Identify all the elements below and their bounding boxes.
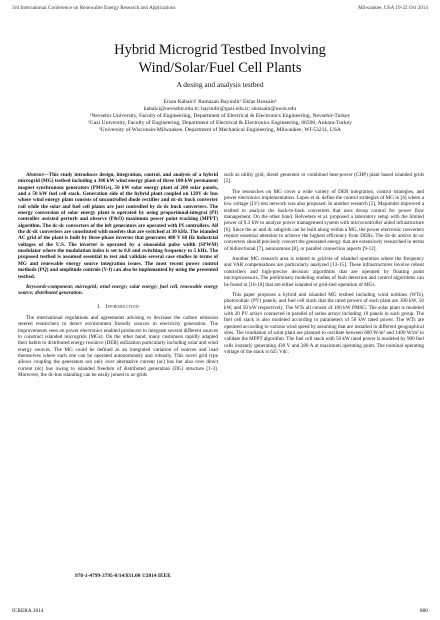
affiliation-2: ²Gazi University, Faculty of Engineering, Department of Electrical & Electronics Engineering, 06500, Ankara-Turkey [88,120,352,126]
abstract-text: —This study introduces design, integration, control, and analysis of a hybrid microgrid (MG) testbed including a 300 kW wind energy plant of three 100-kW permanent magnet synchronous generators (PMSGs), 50 kW solar energy plant of 200 solar panels, and a 50 kW fuel cell stack. Generation side of the hybrid plant coupled on 120V dc bus where wind energy plant consists of uncontrolled diode rectifier and dc-dc buck converter rail while the solar and fuel cell plants are just controlled by dc-dc buck converters. The energy conversion of solar energy plant is operated by using proportional-integral (PI) controller assisted perturb and observe (P&O) maximum power point tracking (MPPT) algorithm. The dc-dc converters of the left generators are operated with PI controllers. All the dc-dc converters are constituted with mosfets that are switched at 30 kHz. The islanded AC grid of the plant is built by three-phase inverter that generates 480 V 60 Hz industrial voltages of the U.S. The inverter is operated by a sinusoidal pulse width (SPWM) modulator where the modulation index is set to 0.8 and switching frequency to 5 kHz. The proposed testbed is assumed essential to test and validate several case studies in terms of MG and renewable energy source integration issues. The most recent power control methods (PQ) and amplitude controls (V-f) can also be implemented by using the presented testbed. [18,172,218,280]
page-number: 880 [419,608,428,614]
section-heading-introduction [18,304,218,310]
author-block [0,99,440,134]
right-paragraph-4: This paper proposes a hybrid and islanded MG testbed including wind turbines (WTs), photovoltaic (PV) panels, and fuel cell stack that the rated powers of each plant are 300 kW, 50 kW, and 50 kW respectively. The WTs all consist of 100 kW PMSG. The solar plant is modeled with 20 PV arrays connected in parallel of series arrays including 10 panels in each group. The fuel cell stack is also modeled according to parameters of 50 kW rated power. The WTs are operated according to various wind speed by assuming that are installed in different geographical sites. The irradiation of solar plant are planned to oscillate between 600 W/m² and 1400 W/m² to validate the MPPT algorithm. The fuel cell stack with 50 kW rated power is modeled by 900 fuel cells instantly generating 430 V and 280 A at maximum operating point. The nominal operating voltage of the stack is 625 Vdc. [224,291,424,355]
keywords-text: microgrid; wind energy; solar energy; fuel cell, renewable energy source; distributed generation. [18,283,218,297]
section-number: I. [97,303,101,310]
paper-subtitle: A desing and analysis testbed [176,80,264,89]
footer-conference: ICRERA 2014 [12,608,44,614]
affiliation-3: ³University of Wisconsin-Milwaukee, Department of Mechanical Engineering, Milwaukee, WI-53211, USA [99,127,341,133]
right-column [224,172,424,359]
abstract-label: Abstract [26,172,44,178]
keywords [18,284,218,297]
intro-paragraph-1: The international regulations and agreements advising to decrease the carbon emission steered researchers to detect environment friendly sources in electricity generation. The improvements seen on power electronics enabled producers to integrate several different sources to construct islanded microgrids (MGs). On the other hand, many customers rapidly adapted their habits to distributed energy resource (DER) utilization particularly including solar and wind energy sources. The MG could be defined as an integrated variation of sources and load themselves where each one can be operated autonomously and robustly. This novel grid type allows coupling the generators not only over alternative current (ac) bus but also over direct current (dc) bus owing to islanded freedom of distributed generation (DG) structure [1-3]. Moreover, the dc-bus islanding can be easily joined to ac-grids [18,314,218,378]
author-emails: kabalci@nevsehir.edu.tr; bayindir@gazi.edu.tr; shossain@uwm.edu [143,106,297,112]
paper-title [0,41,440,77]
keywords-label: Keywords-component; [26,283,74,290]
title-line-1: Hybrid Microgrid Testbed Involving [114,42,326,58]
right-paragraph-1: such as utility grid, diesel generator or combined heat-power (CHP) plant based islanded grids [2]. [224,172,424,185]
author-names: Ersan Kabalci¹ Ramazan Bayindir² Eklas Hossain³ [163,99,277,105]
affiliation-1: ¹Nevsehir University, Faculty of Engineering, Department of Electrical & Electronics Engineering, Nevsehir-Turkey [89,113,351,119]
left-column [18,172,218,382]
running-header-right: Milwaukee, USA 19-22 Oct 2014 [358,5,428,11]
running-header-left: 3rd International Conference on Renewable Energy Research and Applications [12,5,176,11]
abstract [18,172,218,280]
section-title: Introduction [105,303,139,310]
isbn-line: 978-1-4799-3795-0/14/$31.00 ©2014 IEEE [75,573,171,579]
right-paragraph-2: The researches on MG cover a wide variety of DER integration, control strategies, and power electronics implementation. Lopes et al. define the control strategies of MG in [4] where a low voltage (LV) test network was also proposed. In another research [5], Majumder improved a testbed to analyze the back-to-back converters that uses droop control for power flow management. On the other hand, Belvedere et al. proposed a laboratory setup with the limited power of 9.3 kW to analyze power management system with microcontroller aided infrastructure [6]. Since the ac and dc subgrids can be built along within a MG, the power electronic converters require essential attention to achieve the highest efficiency from DERs. The dc-dc and/or dc-ac converters should precisely convert the generated energy that are extensively researched in terms of bidirectional [7], autonomous [8], or parallel connection aspects [9-12]. [224,188,424,252]
title-line-2: Wind/Solar/Fuel Cell Plants [138,60,302,76]
right-paragraph-3: Another MG research area is related to grid-tie of islanded operation where the frequency and VAR compensations are particularly analyzed [13-15]. These infrastructures involve robust controllers and high-precise decision algorithms that are operated by floating point microprocessors. The preliminary modeling studies of fault detection and control algorithms can be found in [16-18] that are either islanded or grid-tied operation of MGs. [224,256,424,288]
